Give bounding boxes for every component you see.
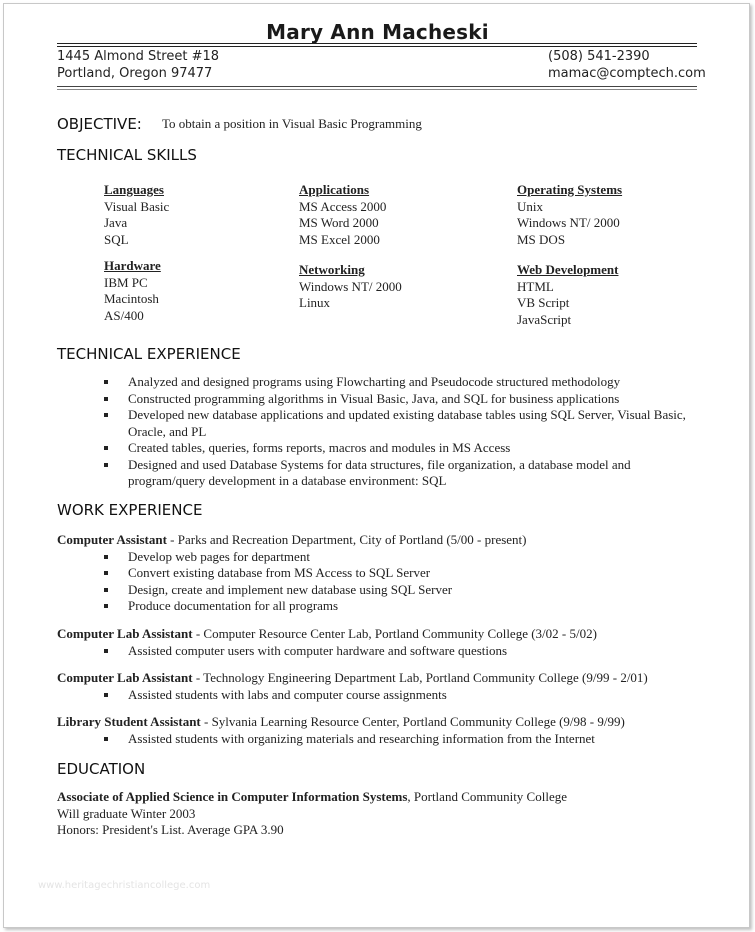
list-item: Assisted students with labs and computer course assignments — [104, 687, 648, 704]
education-heading: EDUCATION — [57, 760, 146, 778]
job-detail: - Parks and Recreation Department, City of Portland (5/00 - present) — [166, 532, 527, 547]
skill-item: HTML — [517, 278, 554, 294]
skill-item: VB Script — [517, 295, 570, 310]
job-detail: - Technology Engineering Department Lab, Portland Community College (9/99 - 2/01) — [192, 670, 648, 685]
skill-item: Windows NT/ 2000 — [517, 215, 620, 230]
school: , Portland Community College — [407, 789, 567, 804]
job-header — [57, 714, 625, 731]
skill-item: Visual Basic — [104, 198, 170, 214]
list-item: Created tables, queries, forms reports, macros and modules in MS Access — [104, 440, 694, 457]
hardware-title: Hardware — [104, 258, 161, 273]
skill-item: SQL — [104, 231, 129, 247]
graduation-date: Will graduate Winter 2003 — [57, 805, 196, 821]
degree: Associate of Applied Science in Computer Information Systems — [57, 789, 408, 804]
header-rule-top-2 — [57, 46, 697, 47]
header-rule-top — [57, 43, 697, 44]
os-title: Operating Systems — [517, 182, 623, 197]
contact-city: Portland, Oregon 97477 — [57, 66, 213, 81]
skill-item: MS DOS — [517, 231, 566, 247]
skill-item: Macintosh — [104, 291, 159, 306]
work-experience-heading: WORK EXPERIENCE — [57, 501, 203, 519]
list-item: Designed and used Database Systems for data structures, file organization, a database model and program/query development in a database environment: SQL — [104, 457, 694, 490]
skills-hardware — [104, 258, 161, 324]
job-header — [57, 670, 648, 687]
job-duties — [104, 731, 625, 748]
job-title: Computer Lab Assistant — [57, 626, 193, 641]
list-item: Constructed programming algorithms in Visual Basic, Java, and SQL for business applications — [104, 391, 694, 408]
skill-item: MS Word 2000 — [299, 215, 379, 230]
education-block — [57, 789, 567, 839]
job-entry — [57, 670, 648, 703]
skills-networking — [299, 262, 402, 312]
applications-title: Applications — [299, 182, 370, 197]
skill-item: MS Access 2000 — [299, 198, 387, 214]
contact-email: mamac@comptech.com — [548, 66, 706, 81]
tech-experience-heading: TECHNICAL EXPERIENCE — [57, 345, 241, 363]
skills-languages — [104, 182, 169, 248]
job-duties — [104, 643, 597, 660]
list-item: Analyzed and designed programs using Flowcharting and Pseudocode structured methodology — [104, 374, 694, 391]
skills-heading: TECHNICAL SKILLS — [57, 146, 197, 164]
job-detail: - Computer Resource Center Lab, Portland Community College (3/02 - 5/02) — [192, 626, 597, 641]
job-entry — [57, 626, 597, 659]
contact-street: 1445 Almond Street #18 — [57, 49, 220, 64]
skill-item: Windows NT/ 2000 — [299, 278, 402, 294]
watermark: www.heritagechristiancollege.com — [38, 880, 211, 891]
job-header — [57, 532, 527, 549]
list-item: Design, create and implement new database using SQL Server — [104, 582, 527, 599]
list-item: Assisted students with organizing materials and researching information from the Internet — [104, 731, 625, 748]
list-item: Produce documentation for all programs — [104, 598, 527, 615]
education-degree-line — [57, 789, 567, 806]
job-title: Computer Assistant — [57, 532, 167, 547]
job-title: Computer Lab Assistant — [57, 670, 193, 685]
languages-title: Languages — [104, 182, 164, 197]
job-entry — [57, 714, 625, 747]
objective-heading: OBJECTIVE: — [57, 115, 142, 133]
contact-phone: (508) 541-2390 — [548, 49, 650, 64]
job-duties — [104, 549, 527, 615]
skill-item: Java — [104, 215, 128, 230]
list-item: Develop web pages for department — [104, 549, 527, 566]
tech-experience-list — [104, 374, 694, 490]
skill-item: MS Excel 2000 — [299, 231, 380, 247]
job-title: Library Student Assistant — [57, 714, 201, 729]
skills-operating-systems — [517, 182, 622, 248]
skill-item: IBM PC — [104, 274, 148, 290]
job-duties — [104, 687, 648, 704]
skills-web-development — [517, 262, 618, 328]
resume-name: Mary Ann Macheski — [266, 20, 489, 44]
objective-text: To obtain a position in Visual Basic Programming — [162, 116, 422, 131]
honors: Honors: President's List. Average GPA 3.90 — [57, 822, 284, 837]
job-detail: - Sylvania Learning Resource Center, Portland Community College (9/98 - 9/99) — [200, 714, 625, 729]
skill-item: Unix — [517, 198, 543, 214]
web-title: Web Development — [517, 262, 619, 277]
list-item: Convert existing database from MS Access to SQL Server — [104, 565, 527, 582]
skill-item: AS/400 — [104, 307, 144, 323]
job-entry — [57, 532, 527, 615]
header-rule-bottom-2 — [57, 89, 697, 90]
skills-applications — [299, 182, 386, 248]
list-item: Assisted computer users with computer hardware and software questions — [104, 643, 597, 660]
skill-item: Linux — [299, 295, 331, 310]
job-header — [57, 626, 597, 643]
list-item: Developed new database applications and updated existing database tables using SQL Server, Visual Basic, Oracle, and PL — [104, 407, 694, 440]
networking-title: Networking — [299, 262, 365, 277]
skill-item: JavaScript — [517, 311, 572, 327]
header-rule-bottom — [57, 86, 697, 87]
